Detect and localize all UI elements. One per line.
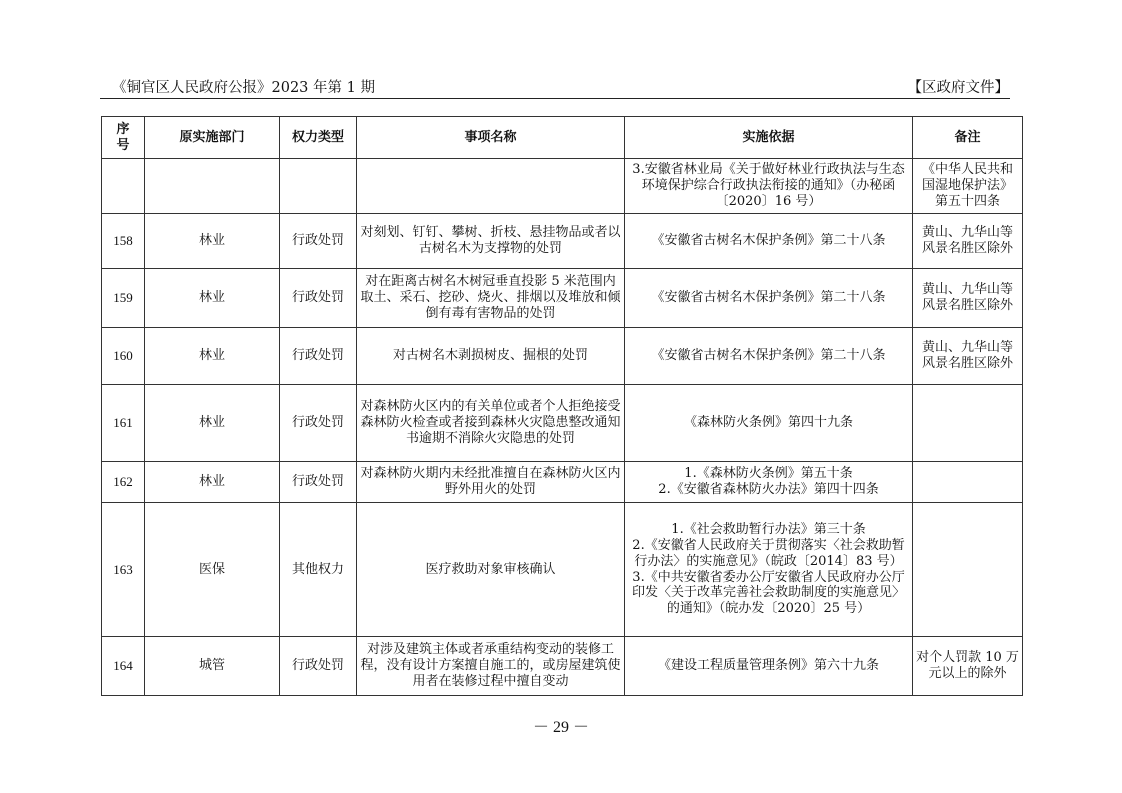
cell-type: 行政处罚 [280,385,357,462]
header-cell-note: 备注 [913,117,1023,159]
cell-note: 《中华人民共和国湿地保护法》第五十四条 [913,159,1023,214]
cell-name: 医疗救助对象审核确认 [357,503,625,637]
header-right: 【区政府文件】 [907,80,1009,96]
cell-name: 对在距离古树名木树冠垂直投影 5 米范围内取土、采石、挖砂、烧火、排烟以及堆放和倾倒有毒有害物品的处罚 [357,269,625,328]
cell-dept: 林业 [145,385,280,462]
cell-basis: 《安徽省古树名木保护条例》第二十八条 [625,214,913,269]
cell-no: 164 [102,637,145,696]
cell-basis: 1.《社会救助暂行办法》第三十条 2.《安徽省人民政府关于贯彻落实〈社会救助暂行办法〉的实施意见》（皖政〔2014〕83 号） 3.《中共安徽省委办公厅安徽省人民政府办公厅印发〈关于改革完善社会救助制度的实施意见〉的通知》（皖办发〔2020〕25 号） [625,503,913,637]
cell-no: 161 [102,385,145,462]
header-cell-no: 序号 [102,117,145,159]
cell-dept: 林业 [145,328,280,385]
header-cell-name: 事项名称 [357,117,625,159]
table-row [102,637,1023,696]
cell-note: 黄山、九华山等风景名胜区除外 [913,328,1023,385]
table-row [102,385,1023,462]
table-row [102,159,1023,214]
table-row [102,269,1023,328]
cell-name: 对刻划、钉钉、攀树、折枝、悬挂物品或者以古树名木为支撑物的处罚 [357,214,625,269]
cell-type: 其他权力 [280,503,357,637]
cell-note: 黄山、九华山等风景名胜区除外 [913,269,1023,328]
cell-name [357,159,625,214]
cell-dept: 林业 [145,269,280,328]
header-cell-basis: 实施依据 [625,117,913,159]
cell-basis: 《森林防火条例》第四十九条 [625,385,913,462]
cell-no: 163 [102,503,145,637]
header-left: 《铜官区人民政府公报》2023 年第 1 期 [112,80,375,96]
cell-type: 行政处罚 [280,269,357,328]
cell-dept: 林业 [145,214,280,269]
table-row [102,214,1023,269]
cell-no [102,159,145,214]
page-number: － 29 － [532,719,589,736]
cell-basis: 3.安徽省林业局《关于做好林业行政执法与生态环境保护综合行政执法衔接的通知》（办秘函〔2020〕16 号） [625,159,913,214]
document-table [101,116,1023,696]
cell-note: 黄山、九华山等风景名胜区除外 [913,214,1023,269]
cell-basis: 1.《森林防火条例》第五十条 2.《安徽省森林防火办法》第四十四条 [625,462,913,503]
table-header-row [102,117,1023,159]
cell-type [280,159,357,214]
cell-name: 对森林防火区内的有关单位或者个人拒绝接受森林防火检查或者接到森林火灾隐患整改通知书逾期不消除火灾隐患的处罚 [357,385,625,462]
table-row [102,503,1023,637]
cell-name: 对涉及建筑主体或者承重结构变动的装修工程，没有设计方案擅自施工的，或房屋建筑使用者在装修过程中擅自变动 [357,637,625,696]
cell-no: 160 [102,328,145,385]
header-rule [100,98,1010,99]
cell-type: 行政处罚 [280,462,357,503]
cell-no: 162 [102,462,145,503]
cell-no: 159 [102,269,145,328]
cell-basis: 《安徽省古树名木保护条例》第二十八条 [625,269,913,328]
cell-note [913,503,1023,637]
cell-basis: 《安徽省古树名木保护条例》第二十八条 [625,328,913,385]
cell-note [913,385,1023,462]
cell-no: 158 [102,214,145,269]
cell-type: 行政处罚 [280,214,357,269]
cell-dept: 城管 [145,637,280,696]
cell-note: 对个人罚款 10 万元以上的除外 [913,637,1023,696]
table-row [102,462,1023,503]
cell-basis: 《建设工程质量管理条例》第六十九条 [625,637,913,696]
header-cell-type: 权力类型 [280,117,357,159]
table-row [102,328,1023,385]
header-cell-dept: 原实施部门 [145,117,280,159]
cell-type: 行政处罚 [280,637,357,696]
cell-dept [145,159,280,214]
cell-note [913,462,1023,503]
cell-name: 对古树名木剥损树皮、掘根的处罚 [357,328,625,385]
cell-dept: 医保 [145,503,280,637]
cell-type: 行政处罚 [280,328,357,385]
cell-name: 对森林防火期内未经批准擅自在森林防火区内野外用火的处罚 [357,462,625,503]
cell-dept: 林业 [145,462,280,503]
